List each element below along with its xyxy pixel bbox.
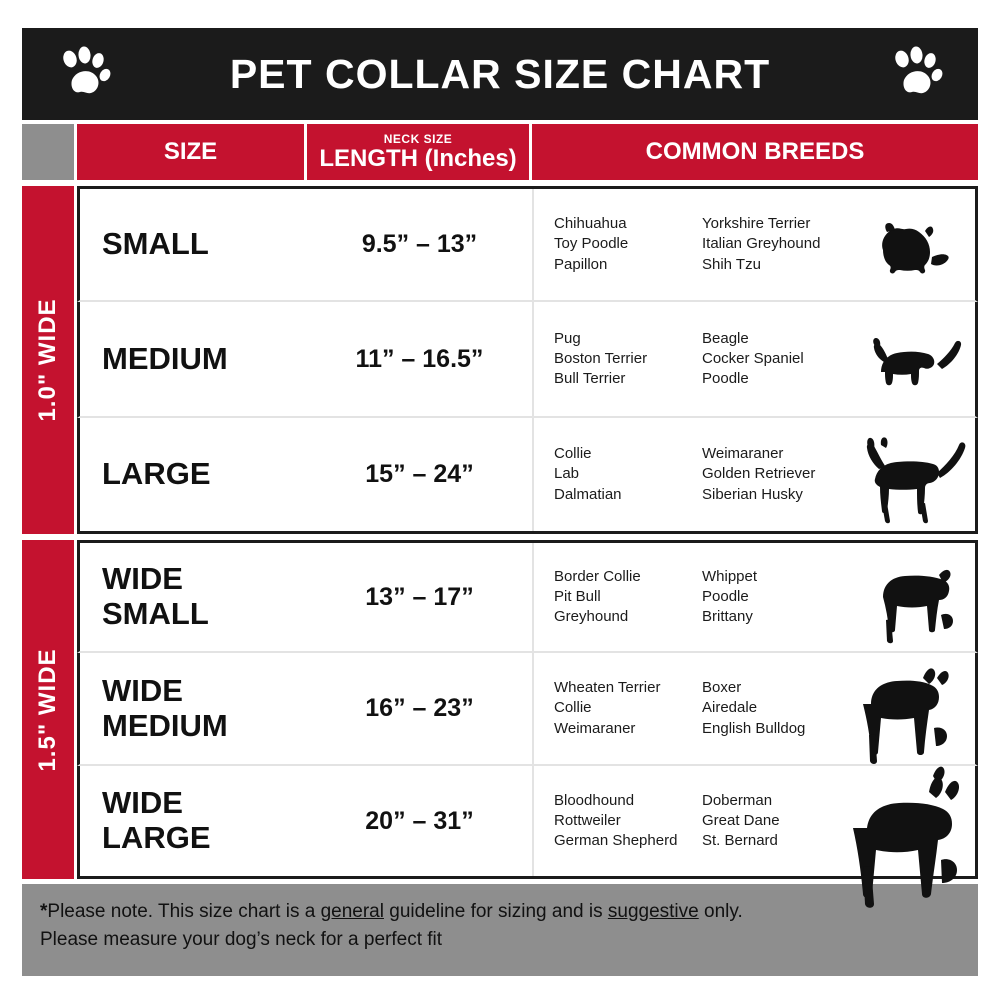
group-label-1-0-wide (22, 186, 74, 534)
cell-length: 13” – 17” (365, 582, 474, 611)
breed-column-2 (702, 567, 844, 627)
page-title: PET COLLAR SIZE CHART (229, 50, 771, 97)
breed-item: Bull Terrier (554, 370, 626, 388)
cell-size-line2: MEDIUM (102, 707, 228, 743)
size-table (22, 124, 978, 879)
cell-length: 20” – 31” (365, 806, 474, 835)
breed-item: Border Collie (554, 567, 641, 585)
paw-icon (56, 46, 112, 102)
disclaimer-line-1 (40, 898, 960, 926)
disclaimer-text-b: guideline for sizing and is (383, 901, 608, 922)
breed-item: Lab (554, 465, 580, 483)
breed-item: Italian Greyhound (702, 235, 821, 253)
cell-breeds (532, 766, 975, 876)
breed-item: Great Dane (702, 811, 780, 829)
cell-length: 9.5” – 13” (361, 230, 478, 258)
column-header-size: SIZE (74, 124, 304, 180)
breed-item: Shih Tzu (702, 255, 761, 273)
chart-header (22, 28, 978, 120)
cell-size-line1: WIDE (102, 672, 183, 708)
table-row (77, 540, 978, 653)
group-label-text: 1.5" WIDE (34, 647, 61, 772)
breed-item: Collie (554, 699, 592, 717)
breed-column-2 (702, 444, 844, 504)
breed-item: St. Bernard (702, 832, 778, 850)
breed-item: Collie (554, 445, 592, 463)
cell-length: 11” – 16.5” (355, 344, 484, 373)
cell-size-line2: SMALL (102, 596, 209, 631)
asterisk: * (40, 901, 48, 922)
cell-length: 15” – 24” (365, 460, 474, 488)
disclaimer-line-2: Please measure your dog’s neck for a perfect fit (40, 928, 443, 950)
cell-size: MEDIUM (102, 340, 228, 376)
cell-breeds (532, 653, 975, 764)
breed-item: Rottweiler (554, 811, 621, 829)
cell-size-line1: WIDE (102, 785, 183, 821)
cell-size: SMALL (102, 226, 209, 262)
cell-size-line2: LARGE (102, 820, 211, 855)
cell-size: LARGE (102, 456, 211, 492)
large-dog-silhouette (853, 433, 969, 525)
column-header-breeds: COMMON BREEDS (529, 124, 978, 180)
breed-item: Bloodhound (554, 791, 635, 809)
breed-item: Weimaraner (554, 719, 636, 737)
table-row (77, 418, 978, 534)
table-row (77, 302, 978, 418)
breed-item: Dalmatian (554, 485, 622, 503)
paw-icon (888, 46, 944, 102)
table-header-row (22, 124, 978, 180)
breed-column-2 (702, 214, 844, 274)
beagle-dog-silhouette (861, 328, 965, 402)
breed-item: Yorkshire Terrier (702, 215, 811, 233)
table-row (77, 653, 978, 766)
breed-column-2 (702, 329, 844, 389)
group-label-1-5-wide (22, 540, 74, 879)
breed-item: Papillon (554, 255, 608, 273)
breed-item: English Bulldog (702, 719, 806, 737)
breed-item: Weimaraner (702, 445, 784, 463)
table-row (77, 186, 978, 302)
breed-item: Boston Terrier (554, 349, 648, 367)
table-row (77, 766, 978, 879)
breed-item: Pit Bull (554, 587, 601, 605)
cell-size-line1: WIDE (102, 561, 183, 597)
cell-breeds (532, 302, 975, 416)
column-header-length-main: LENGTH (Inches) (319, 144, 517, 172)
breed-column-1 (554, 214, 702, 274)
small-fluffy-dog-silhouette (869, 210, 961, 282)
breed-item: Cocker Spaniel (702, 349, 804, 367)
group-1-5-wide (22, 534, 978, 879)
breed-item: Toy Poodle (554, 235, 629, 253)
disclaimer-text-a: Please note. This size chart is a (47, 901, 321, 922)
boxer-silhouette (851, 656, 961, 764)
cell-size (80, 653, 307, 764)
group-1-0-wide (22, 180, 978, 534)
breed-item: Brittany (702, 608, 753, 626)
breed-item: Beagle (702, 329, 749, 347)
breed-item: Poodle (702, 587, 749, 605)
breed-column-1 (554, 678, 702, 738)
breed-column-1 (554, 791, 702, 851)
breed-column-2 (702, 678, 844, 738)
breed-item: Whippet (702, 567, 758, 585)
group-label-text: 1.0" WIDE (34, 298, 61, 422)
breed-column-2 (702, 791, 844, 851)
disclaimer-footer (22, 884, 978, 976)
cell-size (80, 543, 307, 651)
breed-item: Poodle (702, 370, 749, 388)
table-header-corner (22, 124, 74, 180)
cell-breeds (532, 418, 975, 531)
cell-breeds (532, 543, 975, 651)
breed-item: Golden Retriever (702, 465, 816, 483)
disclaimer-text-c: only. (698, 901, 743, 922)
group-2-rows (74, 540, 978, 879)
breed-item: Chihuahua (554, 215, 627, 233)
breed-column-1 (554, 444, 702, 504)
bulldog-silhouette (865, 557, 965, 645)
breed-item: Siberian Husky (702, 485, 803, 503)
disclaimer-underline-general: general (320, 901, 384, 922)
cell-size (80, 766, 307, 876)
breed-item: Doberman (702, 791, 773, 809)
column-header-length (304, 124, 529, 180)
breed-item: Wheaten Terrier (554, 679, 661, 697)
group-1-rows (74, 186, 978, 534)
breed-column-1 (554, 329, 702, 389)
breed-item: Pug (554, 329, 581, 347)
breed-item: Airedale (702, 699, 758, 717)
breed-item: Boxer (702, 679, 742, 697)
cell-breeds (532, 189, 975, 300)
breed-column-1 (554, 567, 702, 627)
breed-item: German Shepherd (554, 832, 678, 850)
column-header-length-sub: NECK SIZE (383, 132, 453, 147)
cell-length: 16” – 23” (365, 694, 474, 722)
disclaimer-underline-suggestive: suggestive (607, 901, 699, 922)
breed-item: Greyhound (554, 608, 629, 626)
